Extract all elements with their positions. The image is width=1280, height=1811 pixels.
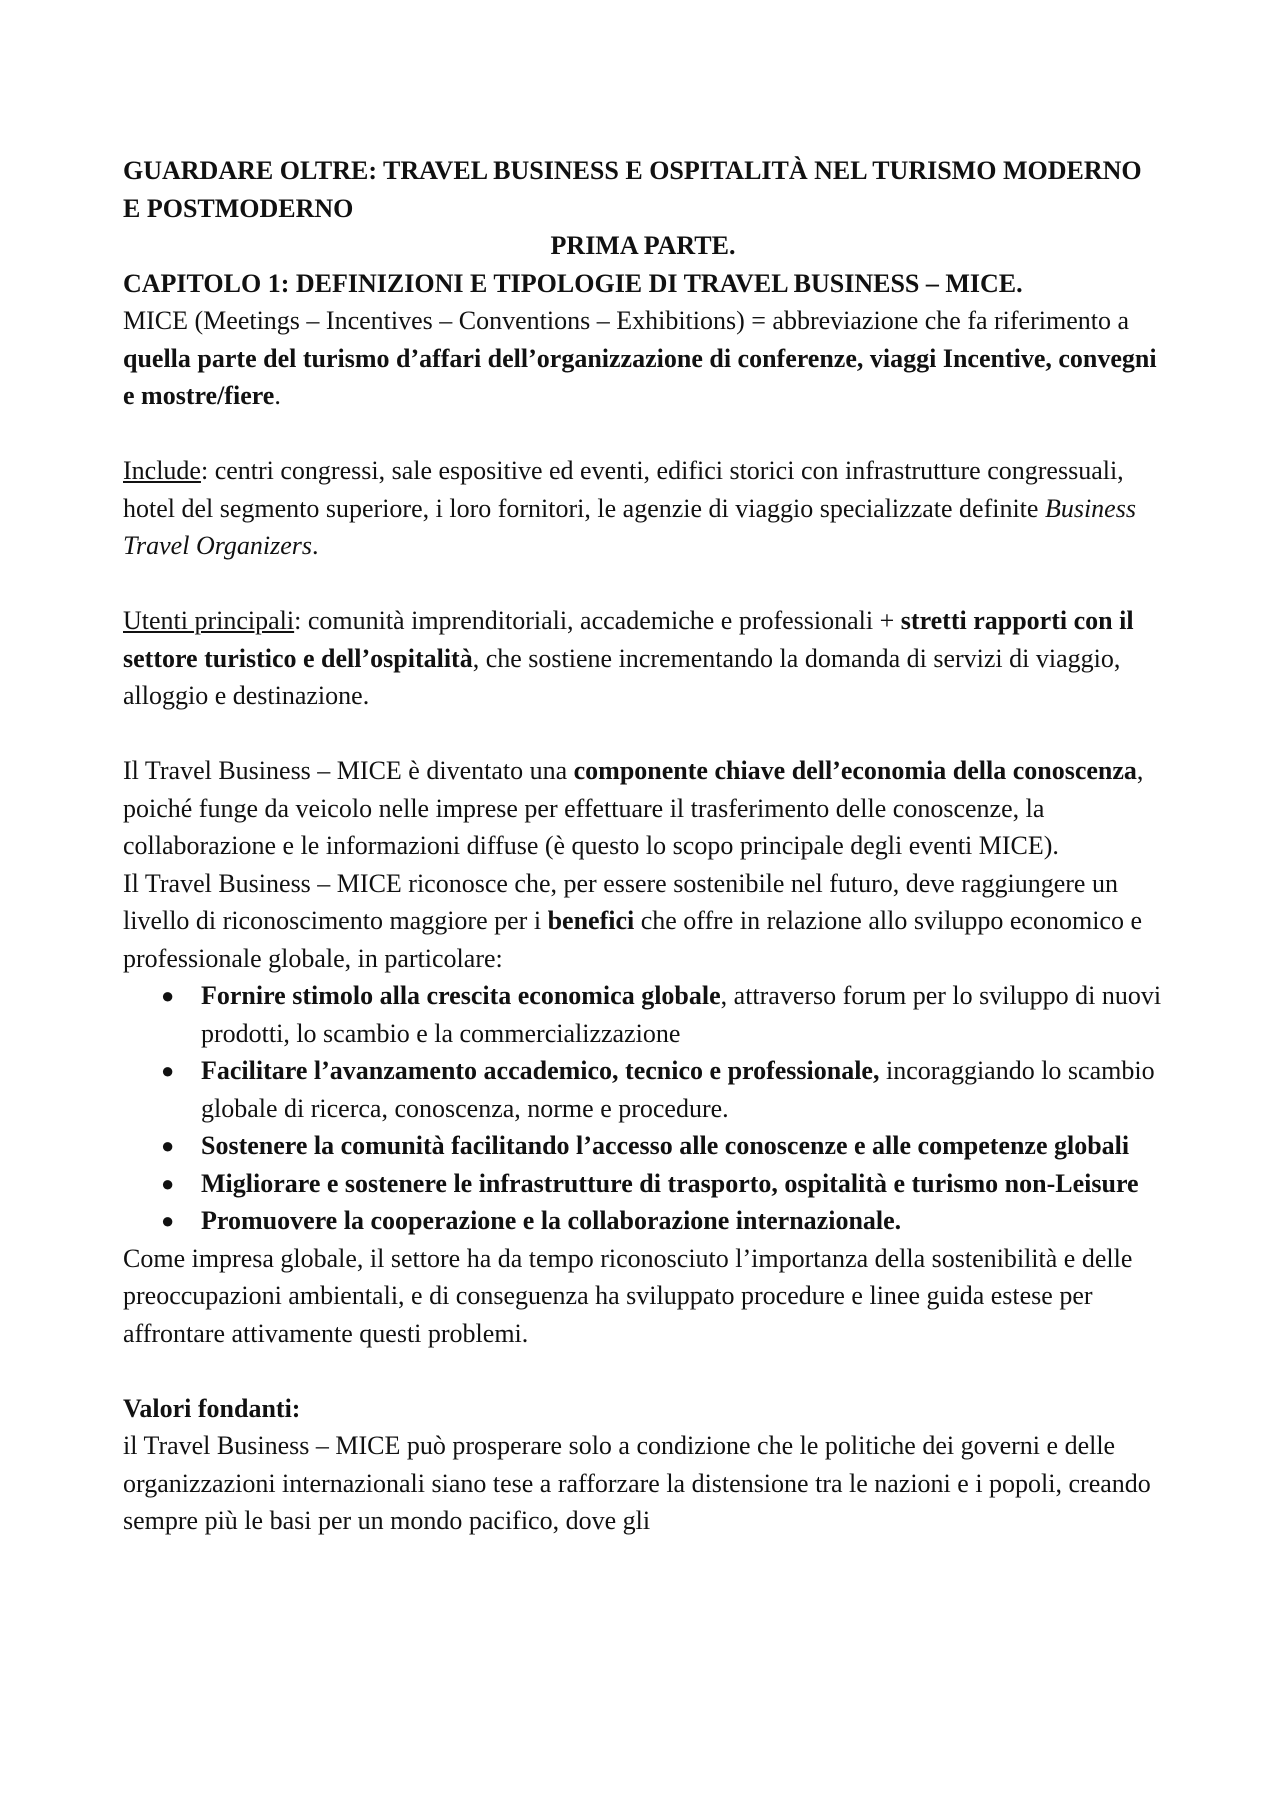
list-item xyxy=(161,1202,1163,1240)
benefits-end: che offre in relazione allo sviluppo economico e professionale globale, in particolare: xyxy=(123,906,1142,973)
bullet-icon: ● xyxy=(161,1208,175,1233)
users-bold: stretti rapporti con il settore turistico e dell’ospitalità xyxy=(123,606,1134,673)
include-label: Include xyxy=(123,456,201,485)
benefits-text: Il Travel Business – MICE riconosce che, per essere sostenibile nel futuro, deve raggiungere un livello di riconoscimento maggiore per i xyxy=(123,868,1118,935)
mice-definition-paragraph xyxy=(123,302,1163,415)
users-text: : comunità imprenditoriali, accademiche e professionali + xyxy=(294,606,901,635)
spacer xyxy=(123,565,1163,603)
list-item xyxy=(161,977,1163,1052)
include-italic: Business Travel Organizers xyxy=(123,493,1136,560)
mice-definition-bold: quella parte del turismo d’affari dell’organizzazione di conferenze, viaggi Incentive, convegni e mostre/fiere xyxy=(123,343,1157,410)
list-item xyxy=(161,1127,1163,1165)
bullet-icon: ● xyxy=(161,1170,175,1196)
bullet-icon: ● xyxy=(161,1058,175,1083)
list-item xyxy=(161,1052,1163,1127)
users-end: , che sostiene incrementando la domanda di servizi di viaggio, alloggio e destinazione. xyxy=(123,643,1121,710)
list-item-bold: Migliorare e sostenere le infrastrutture di trasporto, ospitalità e turismo non-Leisure xyxy=(201,1168,1139,1198)
part-heading: PRIMA PARTE. xyxy=(550,231,736,260)
document-page xyxy=(123,152,1163,1540)
mice-definition-end: . xyxy=(274,381,281,410)
spacer xyxy=(123,1352,1163,1390)
list-item-text: , attraverso forum per lo sviluppo di nuovi prodotti, lo scambio e la commercializzazione xyxy=(201,981,1162,1048)
list-item-bold: Promuovere la cooperazione e la collaborazione internazionale. xyxy=(201,1206,902,1235)
mice-definition-text: MICE (Meetings – Incentives – Conventions – Exhibitions) = abbreviazione che fa riferimento a xyxy=(123,306,1130,335)
list-item-bold: Facilitare l’avanzamento accademico, tecnico e professionale, xyxy=(201,1056,880,1085)
knowledge-bold: componente chiave dell’economia della conoscenza xyxy=(573,756,1137,785)
values-heading xyxy=(123,1390,1163,1428)
chapter-heading: CAPITOLO 1: DEFINIZIONI E TIPOLOGIE DI TRAVEL BUSINESS – MICE. xyxy=(123,268,1023,298)
list-item-bold: Sostenere la comunità facilitando l’accesso alle conoscenze e alle competenze globali xyxy=(201,1131,1130,1160)
list-item xyxy=(161,1165,1163,1203)
knowledge-economy-paragraph xyxy=(123,752,1163,865)
list-item-bold: Fornire stimolo alla crescita economica globale xyxy=(201,981,721,1010)
bullet-icon: ● xyxy=(161,1133,175,1158)
benefits-bold: benefici xyxy=(547,906,635,935)
include-end: . xyxy=(312,531,319,560)
knowledge-text: Il Travel Business – MICE è diventato una xyxy=(123,756,574,785)
list-item-text: incoraggiando lo scambio globale di ricerca, conoscenza, norme e procedure. xyxy=(201,1056,1155,1123)
document-title: GUARDARE OLTRE: TRAVEL BUSINESS E OSPITALITÀ NEL TURISMO MODERNO E POSTMODERNO xyxy=(123,156,1142,223)
sustainability-paragraph: Come impresa globale, il settore ha da tempo riconosciuto l’importanza della sostenibilità e delle preoccupazioni ambientali, e di conseguenza ha sviluppato procedure e linee guida estese per affrontare attivamente questi problemi. xyxy=(123,1243,1133,1348)
users-label: Utenti principali xyxy=(123,606,295,635)
include-text: : centri congressi, sale espositive ed eventi, edifici storici con infrastrutture congressuali, hotel del segmento superiore, i loro fornitori, le agenzie di viaggio specializzate definite xyxy=(123,456,1124,523)
values-paragraph: il Travel Business – MICE può prosperare solo a condizione che le politiche dei governi e delle organizzazioni internazionali siano tese a rafforzare la distensione tra le nazioni e i popoli, creando sempre più le basi per un mondo pacifico, dove gli xyxy=(123,1431,1151,1535)
users-paragraph xyxy=(123,602,1163,715)
values-heading-text: Valori fondanti: xyxy=(123,1393,301,1423)
benefits-paragraph xyxy=(123,865,1163,978)
spacer xyxy=(123,715,1163,753)
bullet-icon: ● xyxy=(161,983,175,1008)
knowledge-end: , poiché funge da veicolo nelle imprese per effettuare il trasferimento delle conoscenze, la collaborazione e le informazioni diffuse (è questo lo scopo principale degli eventi MICE). xyxy=(123,756,1144,860)
include-paragraph xyxy=(123,452,1163,565)
spacer xyxy=(123,415,1163,453)
benefits-list xyxy=(123,977,1163,1240)
